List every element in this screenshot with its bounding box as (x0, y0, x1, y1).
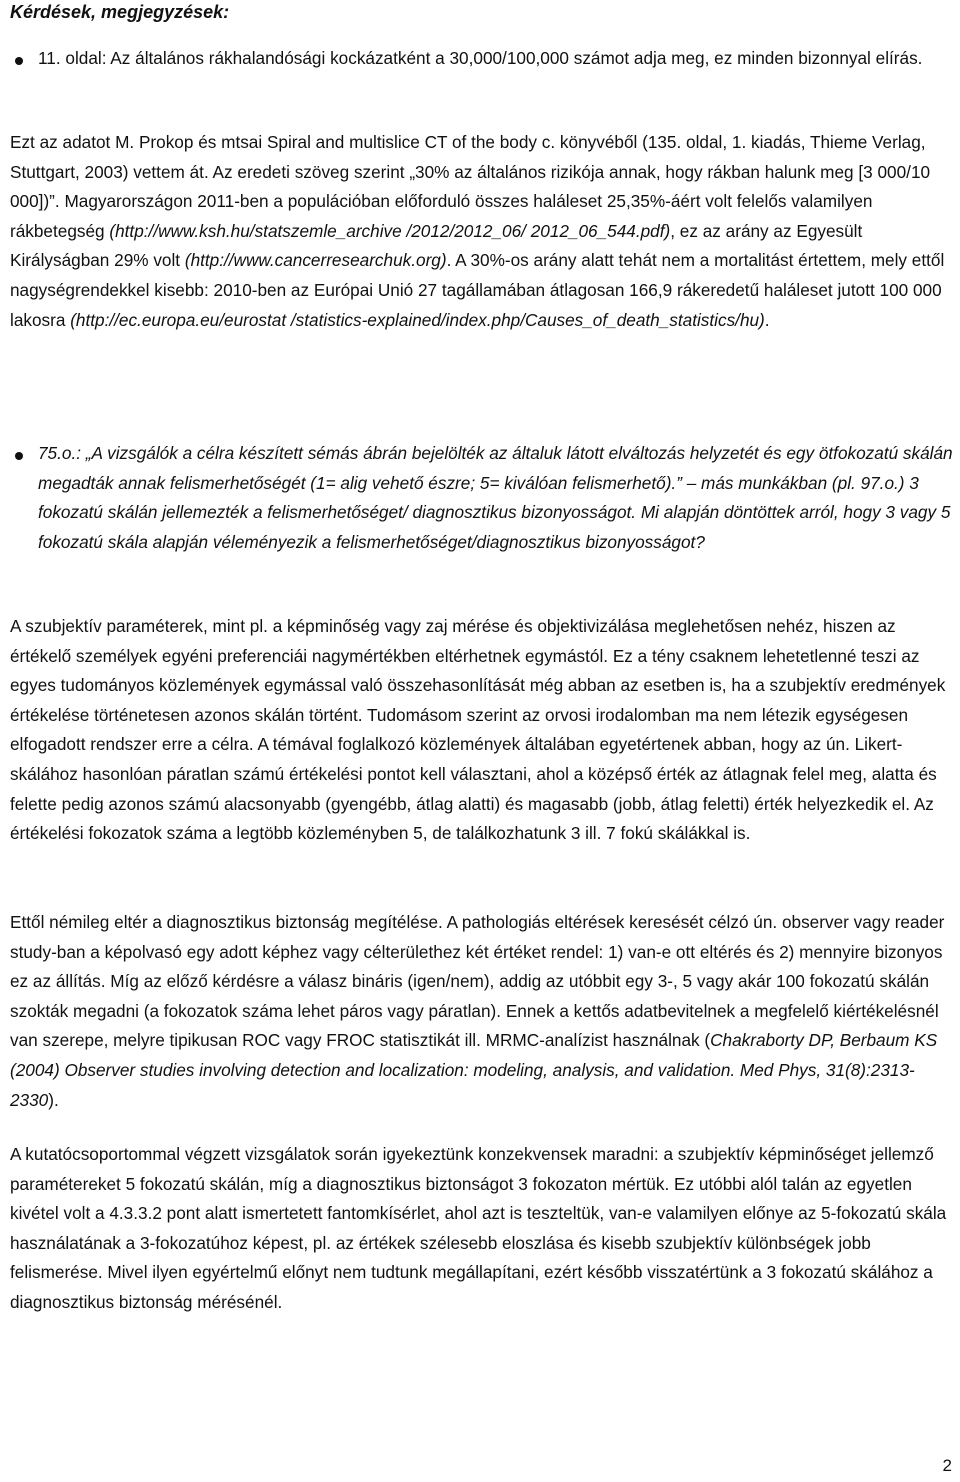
paragraph-1 (10, 128, 954, 335)
para3-text: Ettől némileg eltér a diagnosztikus biztonság megítélése. A pathologiás eltérések keresését célzó ún. observer vagy reader study-ban a képolvasó egy adott képhez vagy célterülethez két értéket rendel: 1) van-e ott eltérés és 2) mennyire bizonyos ez az állítás. Míg az előző kérdésre a válasz bináris (igen/nem), addig az utóbbit egy 3-, 5 vagy akár 100 fokozatú skálán szokták megadni (a fokozatok száma lehet páros vagy páratlan). Ennek a kettős adatbevitelnek a megfelelő kiértékelésnél van szerepe, melyre tipikusan ROC vagy FROC statisztikát ill. MRMC-analízist használnak ( (10, 912, 945, 1051)
para1-sentence-3: Magyarországon 2011-ben a populációban előforduló összes haláleset 25,35%-áért volt felelős valamilyen rákbetegség (10, 191, 873, 241)
paragraph-2: A szubjektív paraméterek, mint pl. a képminőség vagy zaj mérése és objektivizálása meglehetősen nehéz, hiszen az értékelő személyek egyéni preferenciái nagymértékben eltérhetnek egymástól. Ez a tény csaknem lehetetlenné teszi az egyes tudományos közlemények egymással való összehasonlítását még abban az esetben is, ha a szubjektív eredmények értékelése történetesen azonos skálán történt. Tudomásom szerint az orvosi irodalomban ma nem létezik egységesen elfogadott rendszer erre a célra. A témával foglalkozó közlemények általában egyetértenek abban, hogy az ún. Likert-skálához hasonlóan páratlan számú értékelési pontot kell választani, ahol a középső érték az átlagnak felel meg, alatta és felette pedig azonos számú alacsonyabb (gyengébb, átlag alatti) és magasabb (jobb, átlag feletti) érték helyezkedik el. Az értékelési fokozatok száma a legtöbb közleményben 5, de találkozhatunk 3 ill. 7 fokú skálákkal is. (10, 616, 946, 844)
para3-end: ). (48, 1089, 59, 1110)
bullet-dot-icon (15, 57, 23, 65)
bullet-dot-icon (15, 452, 23, 460)
para1-sentence-4: , ez az arány az Egyesült Királyságban 29% volt (10, 220, 863, 271)
ksh-link[interactable]: (http://www.ksh.hu/statszemle_archive /2012/2012_06/ 2012_06_544.pdf) (109, 220, 671, 241)
para1-sentence-1: Ezt az adatot M. Prokop és mtsai Spiral and multislice CT of the body c. könyvéből (135. oldal, 1. kiadás, Thieme Verlag, Stuttgart, 2003) vettem át. (10, 132, 926, 182)
para1-sentence-6: . (764, 309, 770, 330)
paragraph-3 (10, 908, 954, 1115)
page-number: 2 (942, 1456, 952, 1475)
para1-sentence-5: . A 30%-os arány alatt tehát nem a mortalitást értettem, mely ettől nagységrendekkel kisebb: 2010-ben az Európai Unió 27 tagállamában átlagosan 166,9 rákeredetű haláleset jutott 100 000 lakosra (10, 250, 945, 330)
bullet-text-2: 75.o.: „A vizsgálók a célra készített sémás ábrán bejelölték az általuk látott elváltozás helyzetét és egy ötfokozatú skálán megadták annak felismerhetőségét (1= alig vehető észre; 5= kiválóan felismerhető).” – más munkákban (pl. 97.o.) 3 fokozatú skálán jellemezték a felismerhetőséget/ diagnosztikus bizonyosságot. Mi alapján döntöttek arról, hogy 3 vagy 5 fokozatú skála alapján véleményezik a felismerhetőséget/diagnosztikus bizonyosságot? (38, 443, 953, 552)
citation: Chakraborty DP, Berbaum KS (2004) Observer studies involving detection and localization: modeling, analysis, and validation. Med Phys, 31(8):2313-2330 (10, 1030, 938, 1110)
eurostat-link[interactable]: (http://ec.europa.eu/eurostat /statistics-explained/index.php/Causes_of_death_statistics/hu) (70, 309, 765, 330)
bullet-text-1: 11. oldal: Az általános rákhalandósági kockázatként a 30,000/100,000 számot adja meg, ez minden bizonnyal elírás. (38, 48, 923, 68)
section-heading: Kérdések, megjegyzések: (10, 2, 230, 22)
para1-sentence-2: Az eredeti szöveg szerint „30% az általános rizikója annak, hogy rákban halunk meg [3 000/10 000])”. (10, 161, 931, 212)
cancerresearch-link[interactable]: (http://www.cancerresearchuk.org) (184, 250, 447, 271)
paragraph-4: A kutatócsoportommal végzett vizsgálatok során igyekeztünk konzekvensek maradni: a szubjektív képminőséget jellemző paramétereket 5 fokozatú skálán, míg a diagnosztikus biztonságot 3 fokozaton mértük. Ez utóbbi alól talán az egyetlen kivétel volt a 4.3.3.2 pont alatt ismertetett fantomkísérlet, ahol azt is teszteltük, van-e valamilyen előnye az 5-fokozatú skála használatának a 3-fokozatúhoz képest, pl. az értékek szélesebb eloszlása és kisebb szubjektív különbségek jobb felismerése. Mivel ilyen egyértelmű előnyt nem tudtunk megállapítani, ezért később visszatértünk a 3 fokozatú skálához a diagnosztikus biztonság mérésénél. (10, 1144, 947, 1312)
